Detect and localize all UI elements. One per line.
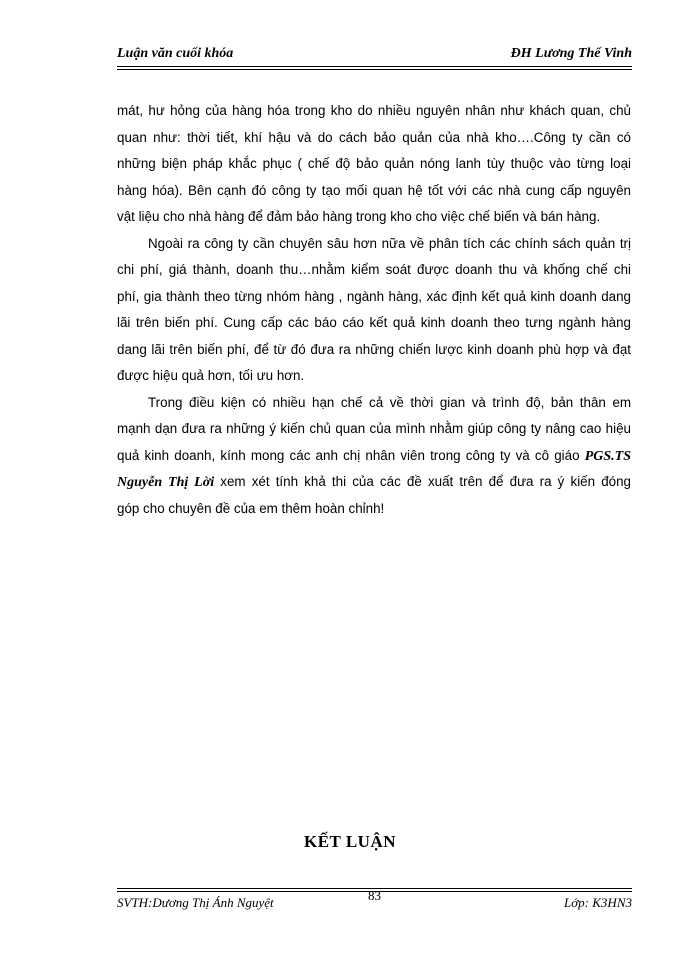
text-run: xem xét tính khả thi của các đề xuất trên để đưa ra ý kiến đóng bbox=[214, 474, 631, 489]
text-line bbox=[117, 469, 631, 496]
header-rule-secondary bbox=[117, 69, 632, 70]
text-line: được hiệu quả hơn, tối ưu hơn. bbox=[117, 368, 305, 383]
header-rule bbox=[117, 66, 632, 67]
body-text bbox=[117, 98, 631, 522]
header-right-title: ĐH Lương Thế Vinh bbox=[510, 46, 632, 61]
text-line: Ngoài ra công ty cần chuyên sâu hơn nữa về phân tích các chính sách quản trị bbox=[148, 235, 631, 251]
text-line: dang lãi trên biến phí, để từ đó đưa ra những chiến lược kinh doanh phù hợp và đạt bbox=[117, 341, 631, 357]
text-line: vật liệu cho nhà hàng để đảm bảo hàng trong kho cho việc chế biến và bán hàng. bbox=[117, 209, 601, 224]
text-line: mạnh dạn đưa ra những ý kiến chủ quan của mình nhằm giúp công ty nâng cao hiệu bbox=[117, 421, 631, 436]
text-line: quan như: thời tiết, khí hậu và do cách bảo quản của nhà kho….Công ty cần có bbox=[117, 129, 631, 145]
paragraph-1 bbox=[117, 98, 631, 231]
paragraph-3 bbox=[117, 390, 631, 523]
footer-class: Lớp: K3HN3 bbox=[564, 895, 632, 910]
footer-student: SVTH:Dương Thị Ánh Nguyệt bbox=[117, 895, 274, 910]
page-header bbox=[117, 44, 632, 66]
page-footer bbox=[117, 888, 632, 915]
text-line: góp cho chuyên đề của em thêm hoàn chỉnh! bbox=[117, 500, 385, 516]
advisor-name: Nguyễn Thị Lời bbox=[117, 475, 215, 490]
text-line: chi phí, giá thành, doanh thu…nhằm kiểm soát được doanh thu và khống chế chi bbox=[117, 262, 631, 277]
text-line bbox=[117, 443, 631, 470]
text-line: phí, gia thành theo từng nhóm hàng , ngành hàng, xác định kết quả kinh doanh dang bbox=[117, 288, 631, 304]
advisor-title: PGS.TS bbox=[584, 448, 631, 464]
text-line: hàng hóa). Bên cạnh đó công ty tạo mối quan hệ tốt với các nhà cung cấp nguyên bbox=[117, 182, 631, 198]
header-left-title: Luận văn cuối khóa bbox=[117, 46, 234, 61]
text-run: quả kinh doanh, kính mong các anh chị nhân viên trong công ty và cô giáo bbox=[117, 447, 585, 463]
page-number: 83 bbox=[368, 888, 381, 903]
text-line: những biện pháp khắc phục ( chế độ bảo quản nóng lanh tùy thuộc vào từng loại bbox=[117, 156, 631, 171]
text-line: mát, hư hỏng của hàng hóa trong kho do nhiều nguyên nhân như khách quan, chủ bbox=[117, 103, 631, 118]
section-title: KẾT LUẬN bbox=[303, 832, 396, 851]
text-line: Trong điều kiện có nhiều hạn chế cả về thời gian và trình độ, bản thân em bbox=[148, 394, 631, 410]
paragraph-2 bbox=[117, 231, 631, 390]
text-line: lãi trên biến phí. Cung cấp các báo cáo kết quả kinh doanh theo tưng ngành hàng bbox=[117, 315, 631, 330]
